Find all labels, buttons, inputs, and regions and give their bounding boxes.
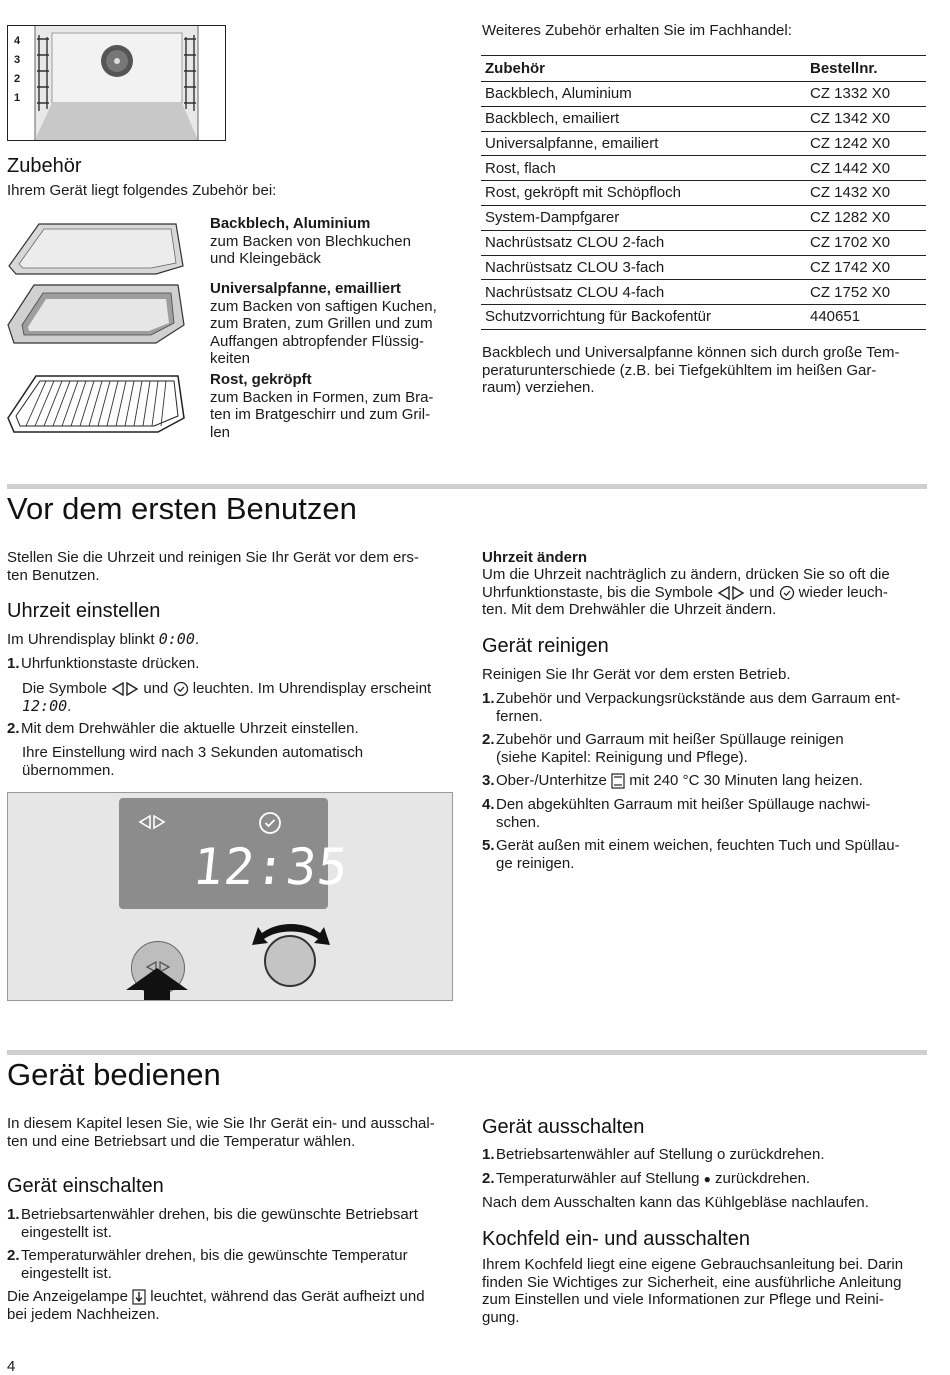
display-time-value: 12:00	[22, 696, 68, 715]
table-row	[481, 305, 926, 330]
rack-level-1: 1	[14, 92, 21, 104]
step-number: 1.	[482, 690, 495, 707]
section-title-first-use: Vor dem ersten Benutzen	[7, 491, 357, 526]
table-row	[481, 205, 926, 230]
universal-pan-illustration	[6, 283, 186, 347]
step-text: Temperaturwähler drehen, bis die gewünschte Temperatur	[21, 1247, 408, 1264]
accessory-desc-line: keiten	[210, 350, 251, 367]
hob-text	[482, 1256, 932, 1326]
table-cell: Backblech, Aluminium	[481, 82, 806, 107]
table-row	[481, 255, 926, 280]
page-number: 4	[7, 1358, 16, 1375]
oven-interior-illustration	[7, 25, 226, 141]
accessory-desc-line: zum Braten, zum Grillen und zum	[210, 315, 433, 332]
switch-off-step-1	[482, 1146, 932, 1164]
intro-line: ten Benutzen.	[7, 566, 100, 584]
fachhandel-intro: Weiteres Zubehör erhalten Sie im Fachhandel:	[482, 22, 792, 39]
rack-level-2: 2	[14, 73, 21, 85]
set-time-step-1	[7, 655, 457, 673]
set-time-step-2	[7, 720, 457, 738]
table-row	[481, 181, 926, 206]
step-text: eingestellt ist.	[21, 1223, 112, 1241]
table-cell: Nachrüstsatz CLOU 4-fach	[481, 280, 806, 305]
table-row	[481, 280, 926, 305]
step-number: 2.	[482, 1170, 495, 1187]
step-text: schen.	[496, 813, 541, 831]
switch-on-step-2	[7, 1247, 467, 1282]
accessory-desc-line: zum Backen von Blechkuchen	[210, 232, 411, 250]
clean-step-3	[482, 772, 932, 790]
clock-panel-illustration	[7, 792, 453, 1001]
text-line: zum Einstellen und viele Informationen zur Pflege und Reini-	[482, 1291, 884, 1308]
text-line: Ihrem Kochfeld liegt eine eigene Gebrauchsanleitung bei. Darin	[482, 1256, 904, 1273]
indicator-lamp-icon	[132, 1289, 146, 1305]
accessory-desc-line: zum Backen in Formen, zum Bra-	[210, 388, 434, 406]
note-line: raum) verziehen.	[482, 379, 595, 396]
text-segment: Uhrfunktionstaste, bis die Symbole	[482, 583, 718, 601]
accessory-desc-line: len	[210, 423, 231, 441]
rotate-arrow-icon	[248, 915, 334, 955]
step-text: ge reinigen.	[496, 854, 575, 872]
note-line: peraturunterschiede (z.B. bei Tiefgekühltem im heißen Gar-	[482, 361, 877, 379]
zubehoer-heading: Zubehör	[7, 155, 82, 177]
accessory-desc-line: Auffangen abtropfender Flüssig-	[210, 332, 425, 350]
accessory-title: Rost, gekröpft	[210, 371, 312, 388]
zubehoer-intro: Ihrem Gerät liegt folgendes Zubehör bei:	[7, 182, 277, 199]
step-number: 3.	[482, 772, 495, 789]
clock-check-icon	[173, 681, 189, 697]
column-header-order-number: Bestellnr.	[806, 56, 926, 82]
operate-intro	[7, 1115, 467, 1150]
switch-on-heading: Gerät einschalten	[7, 1175, 164, 1197]
change-time-text	[482, 566, 932, 619]
clean-step-1	[482, 690, 932, 725]
clean-step-2	[482, 731, 932, 766]
blink-line	[7, 631, 199, 649]
blink-text: Im Uhrendisplay blinkt	[7, 631, 159, 648]
step-text-post: zurückdrehen.	[710, 1170, 811, 1187]
table-cell: System-Dampfgarer	[481, 205, 806, 230]
text-line: gung.	[482, 1308, 520, 1326]
text-line: ten. Mit dem Drehwähler die Uhrzeit ändern.	[482, 601, 777, 618]
table-cell: CZ 1242 X0	[806, 131, 926, 156]
table-row	[481, 230, 926, 255]
accessory-desc-line: und Kleingebäck	[210, 250, 321, 267]
press-arrow-icon	[124, 966, 190, 1001]
table-row	[481, 106, 926, 131]
table-row	[481, 156, 926, 181]
step-text-post: mit 240 °C 30 Minuten lang heizen.	[625, 772, 863, 789]
step-text-pre: Betriebsartenwähler auf Stellung	[496, 1146, 717, 1163]
section-divider	[7, 484, 927, 489]
accessory-item-universal-pan	[210, 280, 460, 368]
text-segment: wieder leuch-	[794, 583, 888, 601]
section-divider	[7, 1050, 927, 1055]
step-number: 1.	[7, 655, 20, 672]
note-line	[7, 1288, 467, 1306]
table-cell: Rost, gekröpft mit Schöpfloch	[481, 181, 806, 206]
step-text: Mit dem Drehwähler die aktuelle Uhrzeit einstellen.	[21, 720, 359, 737]
switch-on-step-1	[7, 1206, 467, 1241]
table-cell: Nachrüstsatz CLOU 3-fach	[481, 255, 806, 280]
accessory-desc-line: zum Backen von saftigen Kuchen,	[210, 297, 437, 315]
blink-suffix: .	[194, 631, 200, 648]
arrows-left-right-icon	[717, 586, 745, 600]
rack-level-3: 3	[14, 54, 21, 66]
result-text: leuchten. Im Uhrendisplay erscheint	[188, 680, 432, 697]
off-position-symbol: o	[716, 1146, 726, 1163]
table-cell: Rost, flach	[481, 156, 806, 181]
accessory-order-table	[481, 55, 926, 330]
step-number: 2.	[7, 720, 20, 737]
step-number: 2.	[7, 1247, 20, 1264]
warping-note	[482, 344, 932, 397]
accessory-item-rack	[210, 371, 460, 441]
grid-rack-illustration	[6, 372, 186, 436]
table-row	[481, 82, 926, 107]
table-cell: CZ 1342 X0	[806, 106, 926, 131]
intro-line: In diesem Kapitel lesen Sie, wie Sie Ihr Gerät ein- und ausschal-	[7, 1115, 435, 1132]
cooling-fan-note: Nach dem Ausschalten kann das Kühlgebläse nachlaufen.	[482, 1194, 869, 1211]
switch-off-step-2	[482, 1170, 932, 1189]
table-cell: CZ 1442 X0	[806, 156, 926, 181]
intro-line: ten und eine Betriebsart und die Temperatur wählen.	[7, 1132, 356, 1150]
intro-line: Stellen Sie die Uhrzeit und reinigen Sie Ihr Gerät vor dem ers-	[7, 549, 419, 566]
result-line: Ihre Einstellung wird nach 3 Sekunden automatisch	[22, 744, 364, 761]
set-time-step-1-result	[22, 680, 462, 715]
result-text: Die Symbole	[22, 680, 112, 697]
step-text	[482, 1146, 932, 1164]
step-text-pre: Ober-/Unterhitze	[496, 772, 612, 789]
step-text: Den abgekühlten Garraum mit heißer Spüllauge nachwi-	[496, 796, 871, 813]
rack-level-labels	[14, 32, 24, 108]
rack-level-4: 4	[14, 35, 21, 47]
set-time-step-2-result	[22, 744, 462, 779]
accessory-desc-line: ten im Bratgeschirr und zum Gril-	[210, 406, 431, 423]
step-number: 1.	[7, 1206, 20, 1223]
text-line: Um die Uhrzeit nachträglich zu ändern, drücken Sie so oft die	[482, 566, 890, 583]
step-number: 1.	[482, 1146, 495, 1163]
table-cell: Schutzvorrichtung für Backofentür	[481, 305, 806, 330]
clean-step-5	[482, 837, 932, 872]
display-time: 12:35	[189, 838, 352, 896]
text-segment: und	[745, 583, 779, 601]
step-text: Uhrfunktionstaste drücken.	[21, 655, 200, 672]
clock-check-icon	[779, 585, 795, 601]
table-cell: 440651	[806, 305, 926, 330]
step-number: 4.	[482, 796, 495, 813]
result-line: übernommen.	[22, 761, 115, 779]
indicator-lamp-note	[7, 1288, 467, 1323]
switch-off-heading: Gerät ausschalten	[482, 1116, 645, 1138]
clean-step-4	[482, 796, 932, 831]
table-cell: CZ 1702 X0	[806, 230, 926, 255]
result-end: .	[67, 697, 72, 715]
step-text-pre: Temperaturwähler auf Stellung	[496, 1170, 704, 1187]
table-cell: CZ 1432 X0	[806, 181, 926, 206]
table-cell: CZ 1282 X0	[806, 205, 926, 230]
text-line	[482, 584, 932, 602]
clean-appliance-heading: Gerät reinigen	[482, 635, 609, 657]
step-text: Betriebsartenwähler drehen, bis die gewünschte Betriebsart	[21, 1206, 418, 1223]
step-text	[482, 1170, 932, 1189]
table-cell: CZ 1742 X0	[806, 255, 926, 280]
step-text: fernen.	[496, 707, 543, 725]
step-text: Zubehör und Verpackungsrückstände aus dem Garraum ent-	[496, 690, 901, 707]
note-segment: Die Anzeigelampe	[7, 1288, 133, 1305]
table-cell: Universalpfanne, emailiert	[481, 131, 806, 156]
hob-heading: Kochfeld ein- und ausschalten	[482, 1228, 750, 1250]
step-text-post: zurückdrehen.	[725, 1146, 825, 1163]
note-line: Backblech und Universalpfanne können sich durch große Tem-	[482, 344, 900, 361]
step-text: Zubehör und Garraum mit heißer Spüllauge reinigen	[496, 731, 844, 748]
table-cell: CZ 1752 X0	[806, 280, 926, 305]
display-clock-icon	[258, 811, 282, 835]
step-text: Gerät außen mit einem weichen, feuchten Tuch und Spüllau-	[496, 837, 900, 854]
arrows-left-right-icon	[111, 682, 139, 696]
step-text: eingestellt ist.	[21, 1264, 112, 1282]
step-number: 2.	[482, 731, 495, 748]
accessory-item-baking-tray	[210, 215, 460, 268]
step-text: (siehe Kapitel: Reinigung und Pflege).	[496, 748, 748, 766]
clean-intro: Reinigen Sie Ihr Gerät vor dem ersten Betrieb.	[482, 666, 791, 683]
step-number: 5.	[482, 837, 495, 854]
first-use-intro	[7, 549, 457, 584]
section-title-operate: Gerät bedienen	[7, 1057, 221, 1092]
blink-time-value: 0:00	[158, 630, 195, 648]
table-cell: Backblech, emailiert	[481, 106, 806, 131]
result-text: und	[139, 680, 173, 697]
note-line: bei jedem Nachheizen.	[7, 1305, 160, 1323]
table-cell: CZ 1332 X0	[806, 82, 926, 107]
off-dot-symbol: ●	[703, 1172, 711, 1186]
step-text	[482, 772, 932, 790]
accessory-title: Backblech, Aluminium	[210, 215, 371, 232]
table-cell: Nachrüstsatz CLOU 2-fach	[481, 230, 806, 255]
text-line: finden Sie Wichtiges zur Sicherheit, eine ausführliche Anleitung	[482, 1273, 902, 1291]
display-arrows-icon	[138, 814, 166, 830]
table-header-row	[481, 56, 926, 82]
accessory-title: Universalpfanne, emailliert	[210, 280, 401, 297]
top-bottom-heat-icon	[611, 773, 625, 789]
set-time-heading: Uhrzeit einstellen	[7, 600, 161, 622]
column-header-accessory: Zubehör	[481, 56, 806, 82]
table-row	[481, 131, 926, 156]
change-time-heading: Uhrzeit ändern	[482, 549, 588, 566]
note-segment: leuchtet, während das Gerät aufheizt und	[146, 1288, 425, 1305]
baking-tray-illustration	[6, 218, 186, 278]
